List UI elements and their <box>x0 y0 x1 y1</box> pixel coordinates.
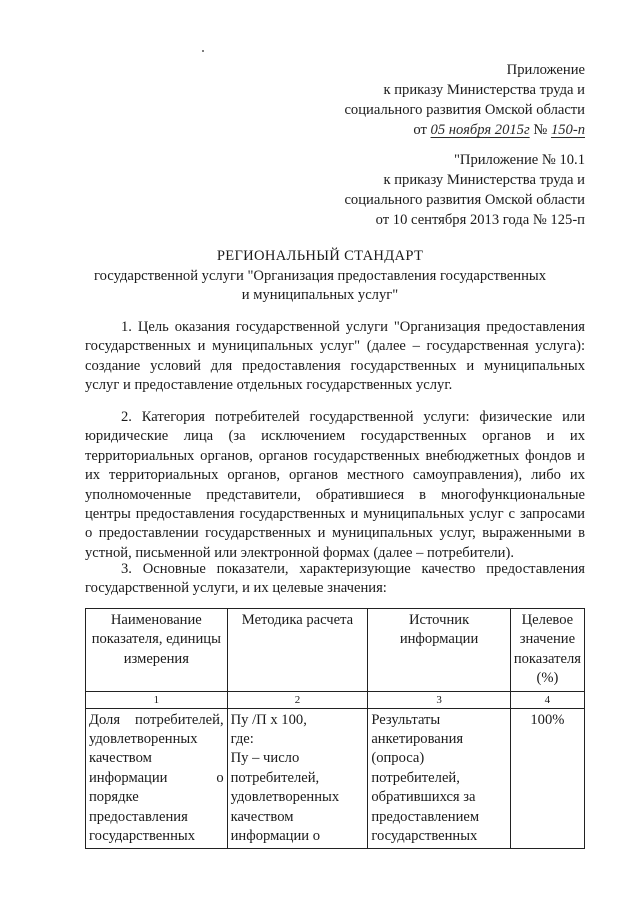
paragraph-2 <box>85 408 585 563</box>
appendix-label: Приложение <box>506 62 585 78</box>
appendix-order-header <box>344 60 585 140</box>
cell-method <box>227 708 368 849</box>
method-where: где: <box>230 731 254 748</box>
order-line: к приказу Министерства труда и <box>383 82 585 98</box>
handwritten-number: 150-п <box>550 122 585 138</box>
handwritten-date: 05 ноября 2015г <box>430 122 530 138</box>
scan-speck <box>202 50 204 52</box>
subtitle-line-1: государственной услуги "Организация предоставления государственных <box>94 268 546 284</box>
prev-ministry-line: социального развития Омской области <box>344 192 585 208</box>
method-definition: Пу – число потребителей, удовлетворенных качеством информации о <box>230 750 340 845</box>
paragraph-1 <box>85 318 585 396</box>
prev-date-line: от 10 сентября 2013 года № 125-п <box>375 212 585 228</box>
prev-appendix-label: "Приложение № 10.1 <box>453 152 585 168</box>
column-number: 1 <box>86 691 228 708</box>
previous-appendix-header <box>344 150 585 230</box>
cell-indicator-name: Доля потребителей, удовлетворенных качеством информации о порядке предоставления государственных <box>86 708 228 849</box>
table-row <box>86 708 585 849</box>
header-method: Методика расчета <box>227 609 368 692</box>
header-source: Источник информации <box>368 609 510 692</box>
table-number-row <box>86 691 585 708</box>
column-number: 4 <box>510 691 584 708</box>
paragraph-3-text: 3. Основные показатели, характеризующие качество предоставления государственной услуги, и их целевые значения: <box>85 561 585 597</box>
column-number: 3 <box>368 691 510 708</box>
header-target-value: Целевое значение показателя (%) <box>510 609 584 692</box>
paragraph-1-text: 1. Цель оказания государственной услуги "Организация предоставления государственных и муниципальных услуг" (далее – государственная услуга): создание условий для предоставления государственных и муниципальных услуг и предоставление отдельных государственных услуг. <box>85 319 585 394</box>
indicators-table <box>85 608 585 849</box>
order-date-line <box>344 120 585 140</box>
table-header-row <box>86 609 585 692</box>
method-formula: Пу /П х 100, <box>230 711 307 728</box>
paragraph-2-text: 2. Категория потребителей государственной услуги: физические или юридические лица (за исключением государственных органов и их территориальных органов, органов государственных внебюджетных фондов и их территориальных органов, органов местного самоуправления), либо их уполномоченные представители, обратившиеся в многофункциональные центры предоставления государственных и муниципальных услуг с запросами о предоставлении государственных и муниципальных услуг, выраженными в устной, письменной или электронной формах (далее – потребители). <box>85 409 585 561</box>
cell-source: Результаты анкетирования (опроса) потребителей, обратившихся за предоставлением государственных <box>368 708 510 849</box>
ministry-line: социального развития Омской области <box>344 102 585 118</box>
paragraph-3 <box>85 560 585 599</box>
column-number: 2 <box>227 691 368 708</box>
number-prefix: № <box>533 122 548 138</box>
subtitle-line-2: и муниципальных услуг" <box>241 287 399 303</box>
header-indicator-name: Наименование показателя, единицы измерения <box>86 609 228 692</box>
prev-order-line: к приказу Министерства труда и <box>383 172 585 188</box>
standard-subtitle <box>0 267 640 305</box>
date-prefix: от <box>413 122 427 138</box>
standard-title: РЕГИОНАЛЬНЫЙ СТАНДАРТ <box>216 248 424 264</box>
cell-target-value: 100% <box>510 708 584 849</box>
